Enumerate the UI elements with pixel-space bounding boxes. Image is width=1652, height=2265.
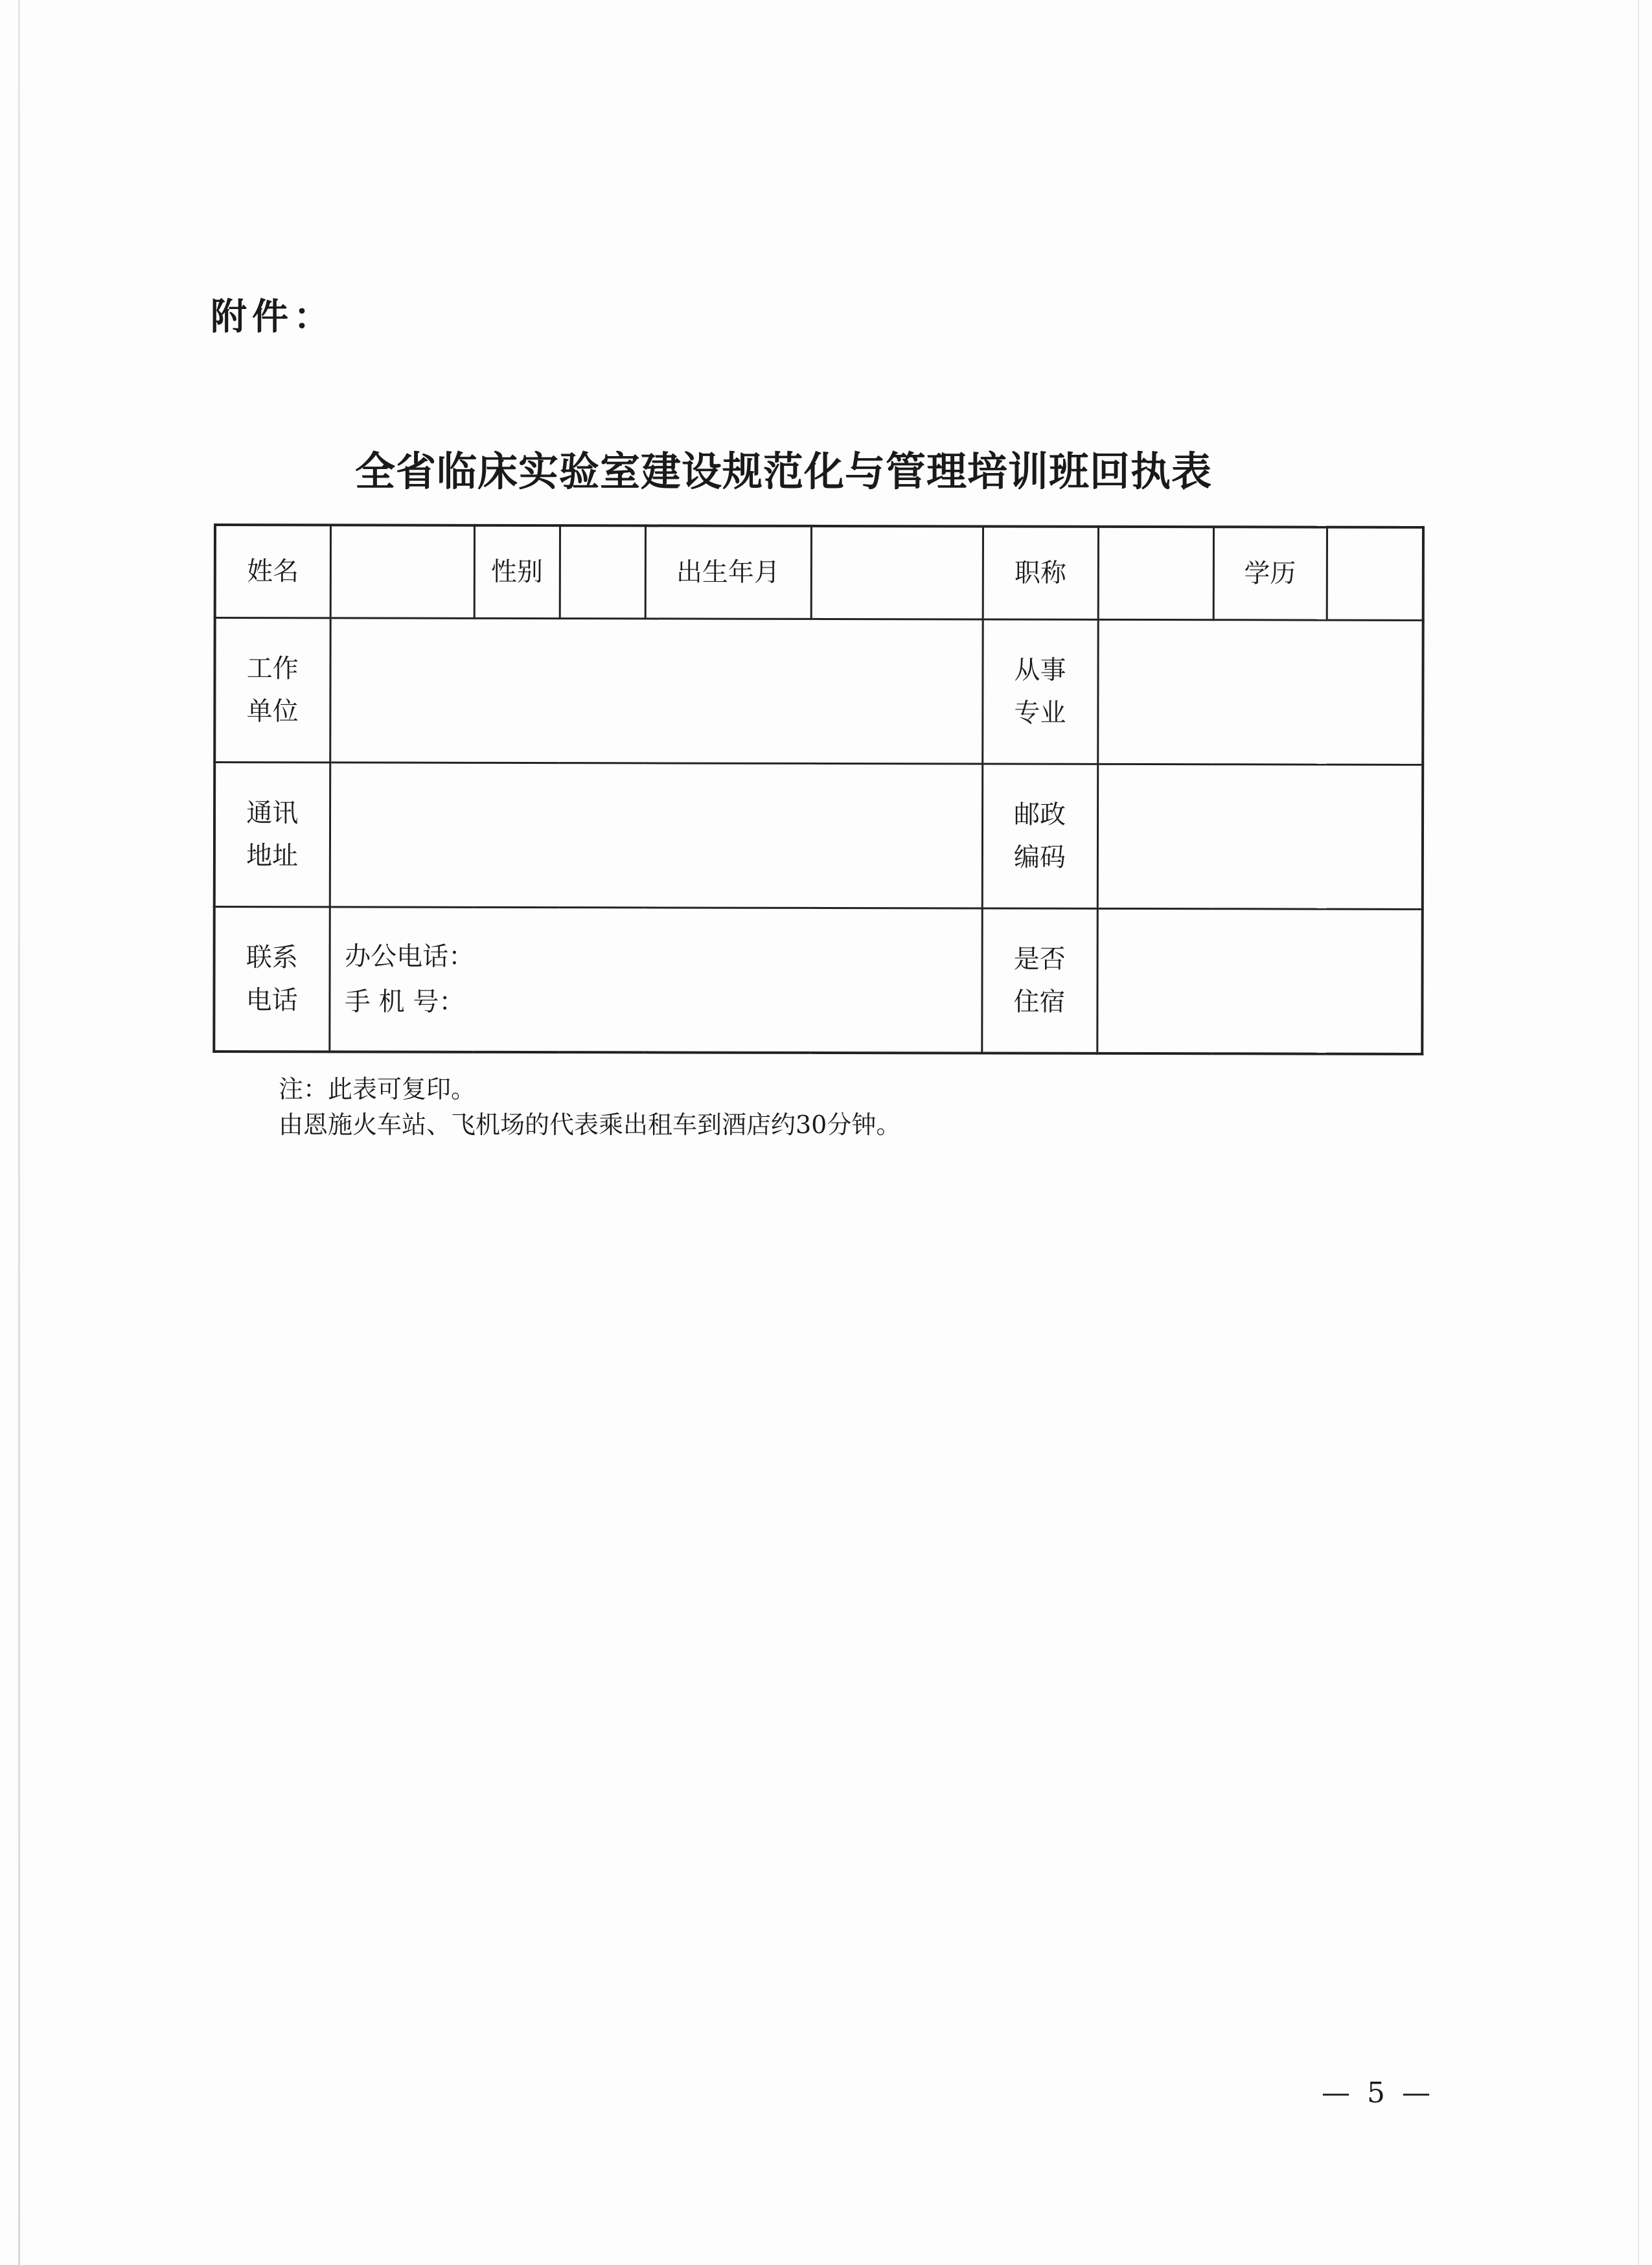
workplace-field[interactable] [330, 618, 982, 764]
scan-edge-right [1638, 0, 1639, 2265]
table-row-basic-info [215, 525, 1423, 620]
registration-form-table [212, 523, 1425, 1055]
phone-label-line2: 电话 [246, 985, 298, 1016]
address-label-line2: 地址 [246, 841, 299, 871]
address-label-line1: 通讯 [246, 798, 299, 829]
specialty-label-line2: 专业 [1014, 698, 1066, 728]
lodging-label-line1: 是否 [1013, 944, 1066, 974]
specialty-label [982, 619, 1097, 764]
postal-code-label [982, 764, 1097, 908]
postal-code-field[interactable] [1097, 764, 1423, 909]
workplace-label-line1: 工作 [246, 654, 299, 684]
birth-label: 出生年月 [645, 525, 811, 619]
name-label: 姓名 [215, 525, 330, 618]
postal-code-label-line1: 邮政 [1014, 799, 1066, 830]
lodging-label [981, 908, 1097, 1053]
specialty-field[interactable] [1097, 619, 1423, 765]
specialty-label-line1: 从事 [1014, 655, 1066, 685]
gender-label: 性别 [474, 525, 560, 619]
form-title: 全省临床实验室建设规范化与管理培训班回执表 [355, 448, 1213, 495]
postal-code-label-line2: 编码 [1013, 842, 1066, 873]
table-row-workplace [214, 618, 1423, 765]
job-title-label: 职称 [983, 526, 1098, 619]
contact-phone-field[interactable] [329, 907, 981, 1053]
phone-label [214, 907, 329, 1052]
education-field[interactable] [1327, 527, 1423, 621]
workplace-label-line2: 单位 [246, 696, 299, 727]
name-field[interactable] [330, 525, 474, 618]
address-field[interactable] [330, 763, 982, 908]
page-number: — 5 — [1322, 2076, 1434, 2110]
lodging-field[interactable] [1097, 908, 1422, 1054]
job-title-field[interactable] [1098, 527, 1213, 620]
table-row-address [214, 763, 1423, 910]
lodging-label-line2: 住宿 [1013, 987, 1066, 1017]
mobile-label: 手 机 号： [344, 987, 465, 1017]
workplace-label [214, 618, 330, 763]
birth-field[interactable] [811, 526, 983, 619]
education-label: 学历 [1213, 527, 1327, 620]
scan-edge-left [18, 0, 20, 2265]
note-copyable: 注：此表可复印。 [279, 1075, 476, 1103]
address-label [214, 763, 330, 907]
note-taxi-info: 由恩施火车站、飞机场的代表乘出租车到酒店约30分钟。 [279, 1110, 901, 1139]
gender-field[interactable] [560, 525, 645, 619]
office-phone-label: 办公电话： [345, 941, 475, 972]
phone-label-line1: 联系 [246, 943, 298, 973]
attachment-label: 附件： [211, 296, 335, 338]
table-row-contact [214, 907, 1422, 1054]
